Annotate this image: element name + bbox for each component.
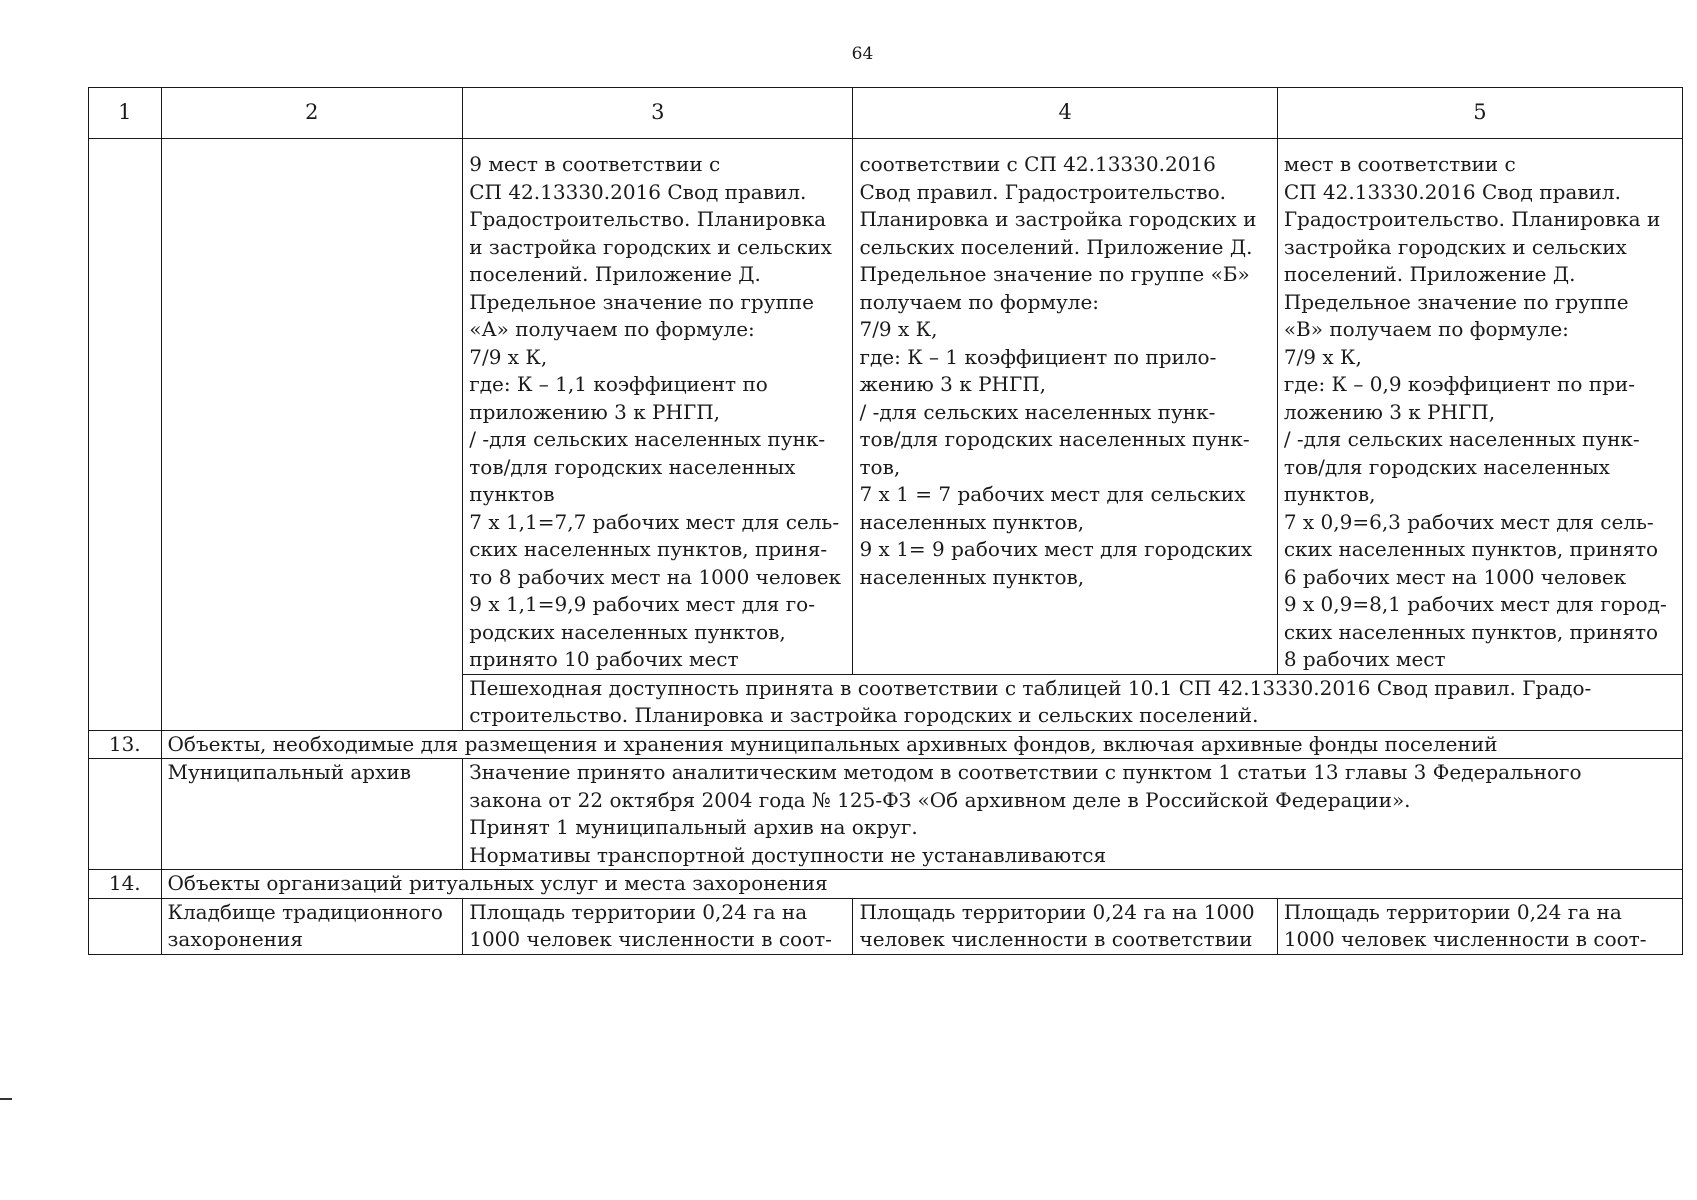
standards-table — [88, 87, 1683, 955]
group-b-text: соответствии с СП 42.13330.2016 Свод правил. Градостроительство. Планировка и застройка городских и сельских поселений. Приложение Д. Предельное значение по группе «Б» получаем по формуле: 7/9 х К, где: К – 1 коэффициент по прило- жению 3 к РНГП, / -для сельских населенных пунк- тов/для городских населенных пунк- тов, 7 х 1 = 7 рабочих мест для сельских населенных пунктов, 9 х 1= 9 рабочих мест для городских населенных пунктов, — [859, 152, 1257, 589]
empty-number-cell — [89, 139, 162, 731]
cemetery-group-a-cell — [463, 898, 853, 954]
municipal-archive-object — [161, 759, 463, 870]
cemetery-group-b-cell — [853, 898, 1277, 954]
group-v-text: мест в соответствии с СП 42.13330.2016 Свод правил. Градостроительство. Планировка и застройка городских и сельских поселений. Приложение Д. Предельное значение по группе «В» получаем по формуле: 7/9 х К, где: К – 0,9 коэффициент по при- ложению 3 к РНГП, / -для сельских населенных пунк- тов/для городских населенных пунктов, 7 х 0,9=6,3 рабочих мест для сель- ских населенных пунктов, принято 6 рабочих мест на 1000 человек 9 х 0,9=8,1 рабочих мест для город- ских населенных пунктов, принято 8 рабочих мест — [1283, 152, 1667, 671]
section-13-number: 13. — [89, 730, 162, 759]
scan-edge-mark — [0, 1098, 12, 1100]
cemetery-group-a-text: Площадь территории 0,24 га на 1000 человек численности в соот- — [469, 899, 832, 951]
column-number-5: 5 — [1277, 88, 1682, 139]
page-number: 64 — [851, 44, 874, 64]
walking-access-text: Пешеходная доступность принята в соответствии с таблицей 10.1 СП 42.13330.2016 Свод правил. Градо- строительство. Планировка и застройка городских и сельских поселений. — [469, 675, 1592, 727]
cemetery-group-v-text: Площадь территории 0,24 га на 1000 человек численности в соот- — [1283, 899, 1647, 951]
section-14-row — [89, 870, 1683, 899]
table-header-row — [89, 88, 1683, 139]
cemetery-label: Кладбище традиционного захоронения — [167, 899, 443, 951]
group-a-text: 9 мест в соответствии с СП 42.13330.2016 Свод правил. Градостроительство. Планировка и застройка городских и сельских поселений. Приложение Д. Предельное значение по группе «А» получаем по формуле: 7/9 х К, где: К – 1,1 коэффициент по приложению 3 к РНГП, / -для сельских населенных пунк- тов/для городских населенных пунктов 7 х 1,1=7,7 рабочих мест для сель- ских населенных пунктов, приня- то 8 рабочих мест на 1000 человек 9 х 1,1=9,9 рабочих мест для го- родских населенных пунктов, принято 10 рабочих мест — [469, 152, 842, 671]
column-number-4: 4 — [853, 88, 1277, 139]
group-b-cell — [853, 139, 1277, 675]
municipal-archive-label: Муниципальный архив — [167, 760, 411, 784]
column-number-1: 1 — [89, 88, 162, 139]
empty-number-cell — [89, 759, 162, 870]
section-13-row — [89, 730, 1683, 759]
cemetery-object — [161, 898, 463, 954]
column-number-2: 2 — [161, 88, 463, 139]
section-13-title: Объекты, необходимые для размещения и хранения муниципальных архивных фондов, включая архивные фонды поселений — [161, 730, 1683, 759]
section-14-title: Объекты организаций ритуальных услуг и места захоронения — [161, 870, 1683, 899]
group-v-cell — [1277, 139, 1682, 675]
municipal-archive-row — [89, 759, 1683, 870]
municipal-archive-cell — [463, 759, 1683, 870]
cemetery-row — [89, 898, 1683, 954]
cemetery-group-v-cell — [1277, 898, 1682, 954]
cemetery-group-b-text: Площадь территории 0,24 га на 1000 человек численности в соответствии — [859, 899, 1255, 951]
column-number-3: 3 — [463, 88, 853, 139]
group-a-cell — [463, 139, 853, 675]
continued-row — [89, 139, 1683, 675]
municipal-archive-text: Значение принято аналитическим методом в соответствии с пунктом 1 статьи 13 главы 3 Федерального закона от 22 октября 2004 года № 125-ФЗ «Об архивном деле в Российской Федерации». Принят 1 муниципальный архив на округ. Нормативы транспортной доступности не устанавливаются — [469, 760, 1582, 867]
walking-access-cell — [463, 674, 1683, 730]
section-14-number: 14. — [89, 870, 162, 899]
empty-object-cell — [161, 139, 463, 731]
empty-number-cell — [89, 898, 162, 954]
